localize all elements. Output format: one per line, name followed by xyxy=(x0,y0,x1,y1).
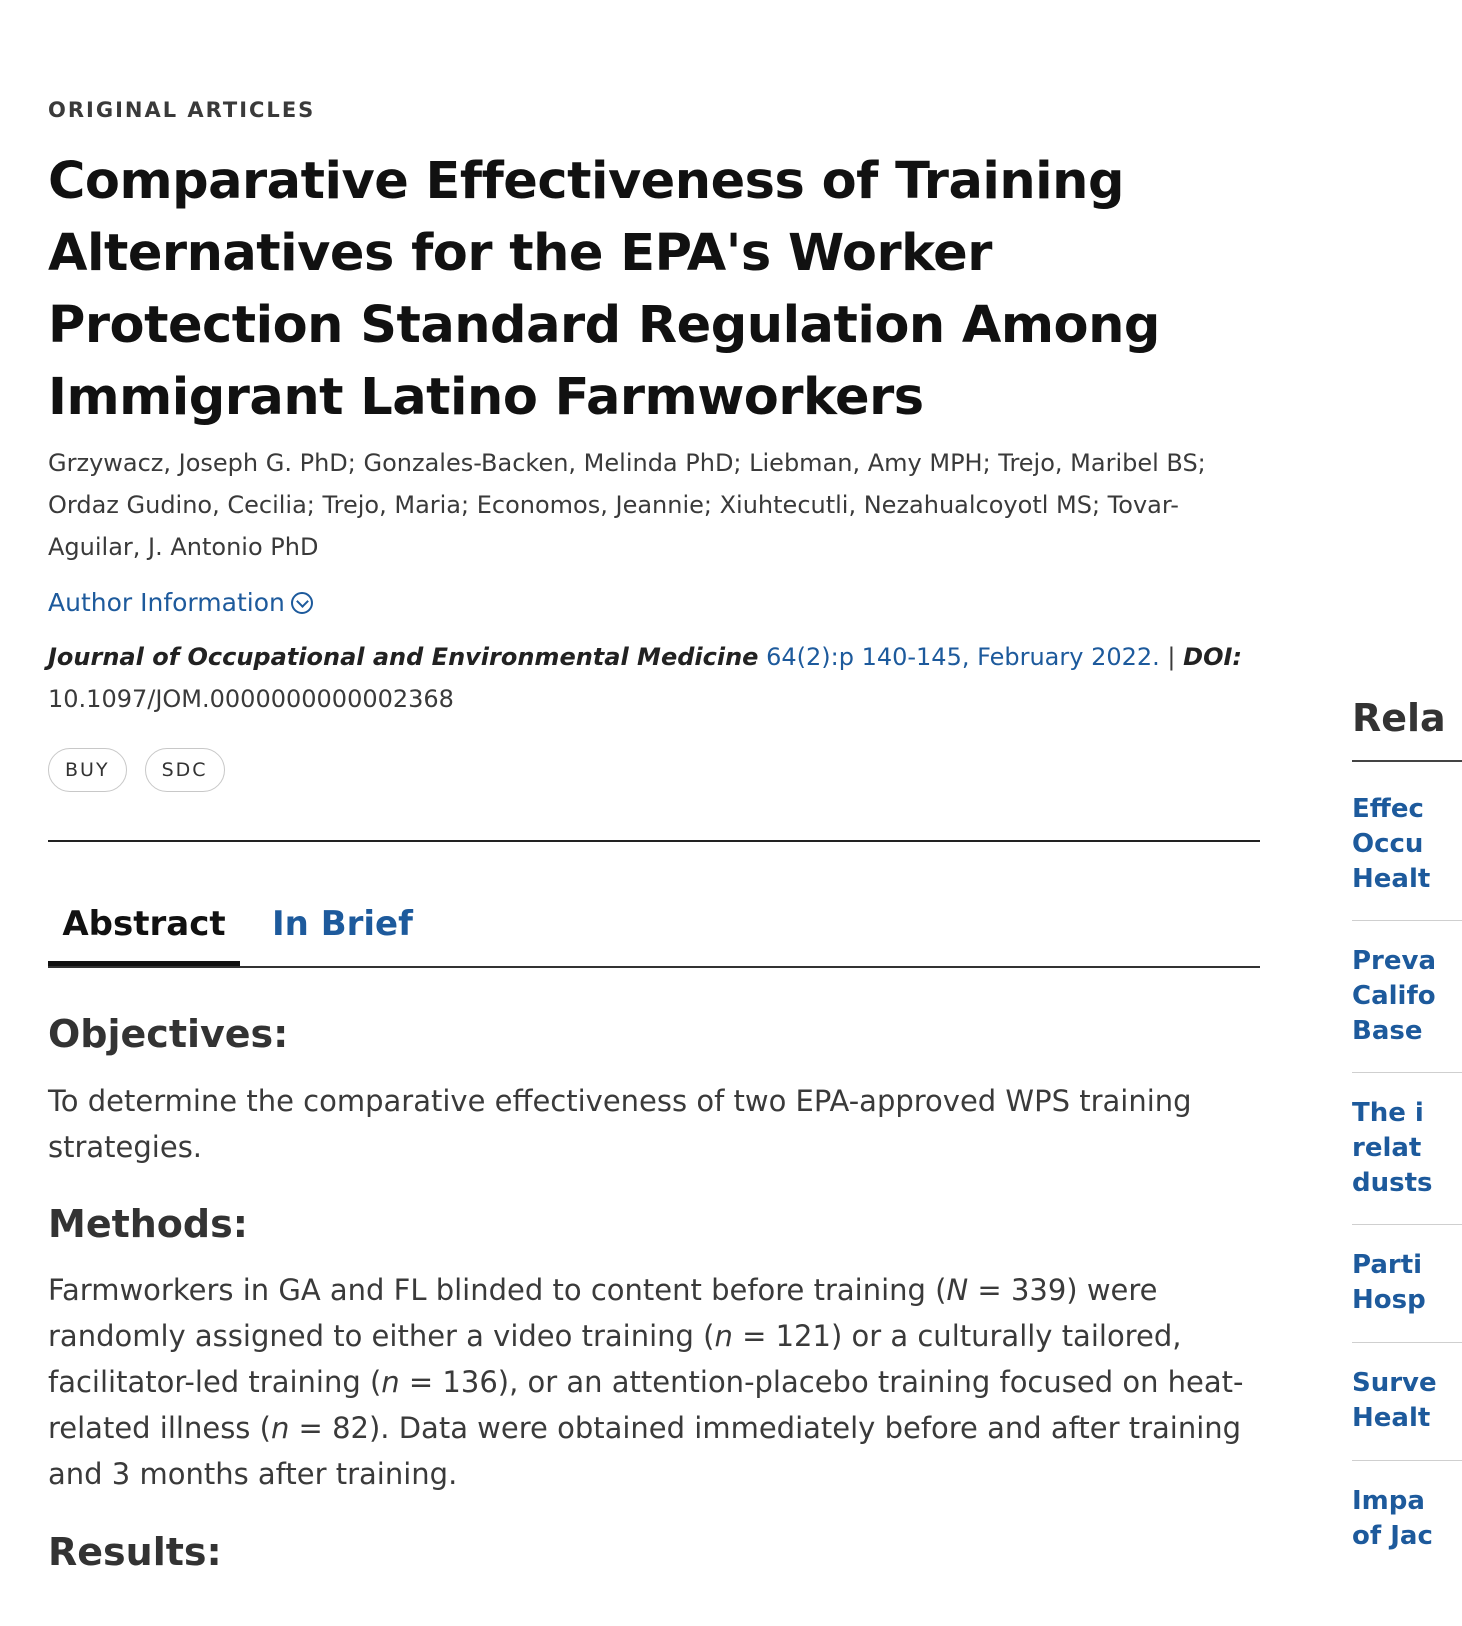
sidebar-divider xyxy=(1352,760,1462,762)
methods-n-symbol: n xyxy=(714,1319,733,1353)
volume-link[interactable]: 64(2):p 140-145, February 2022. xyxy=(766,643,1160,671)
related-article-line[interactable]: Healt xyxy=(1352,864,1431,894)
related-article-line[interactable]: dusts xyxy=(1352,1168,1433,1198)
citation-separator: | xyxy=(1167,643,1176,671)
objectives-text: To determine the comparative effectiveness of two EPA-approved WPS training strategies. xyxy=(48,1084,1192,1164)
objectives-heading: Objectives: xyxy=(48,1012,289,1056)
methods-text xyxy=(48,1267,1260,1497)
article-title: Comparative Effectiveness of Training Alternatives for the EPA's Worker Protection Standard Regulation Among Immigrant Latino Farmworkers xyxy=(48,152,1160,427)
methods-text-part: = 82). Data were obtained immediately before and after training and 3 months after training. xyxy=(48,1411,1242,1491)
related-article-line[interactable]: Base xyxy=(1352,1016,1423,1046)
methods-n-symbol: n xyxy=(381,1365,400,1399)
section-label: ORIGINAL ARTICLES xyxy=(48,98,316,122)
sidebar-separator xyxy=(1352,1072,1462,1073)
related-article-link[interactable] xyxy=(1352,1248,1462,1318)
author-information-label[interactable]: Author Information xyxy=(48,588,285,617)
tab-in-brief[interactable]: In Brief xyxy=(272,904,413,944)
related-article-line[interactable]: Surve xyxy=(1352,1368,1437,1398)
related-article-line[interactable]: Occu xyxy=(1352,829,1424,859)
journal-name: Journal of Occupational and Environmental Medicine xyxy=(48,643,759,671)
buy-button[interactable]: BUY xyxy=(48,748,127,792)
divider xyxy=(48,840,1260,842)
chevron-down-icon[interactable] xyxy=(291,592,313,614)
tab-bar xyxy=(48,890,1260,968)
sdc-button[interactable]: SDC xyxy=(145,748,225,792)
related-article-link[interactable] xyxy=(1352,1366,1462,1436)
related-article-line[interactable]: Effec xyxy=(1352,794,1424,824)
author-information-toggle[interactable] xyxy=(48,588,313,617)
methods-text-part: = 136), or an attention-placebo training focused on heat-related illness ( xyxy=(48,1365,1244,1445)
methods-text-part: Farmworkers in GA and FL blinded to content before training ( xyxy=(48,1273,947,1307)
related-article-line[interactable]: Impa xyxy=(1352,1486,1425,1516)
related-article-line[interactable]: of Jac xyxy=(1352,1521,1433,1551)
related-article-line[interactable]: relat xyxy=(1352,1133,1422,1163)
related-article-line[interactable]: Hosp xyxy=(1352,1285,1426,1315)
related-article-line[interactable]: Preva xyxy=(1352,946,1437,976)
related-article-link[interactable] xyxy=(1352,944,1462,1049)
sidebar-separator xyxy=(1352,1460,1462,1461)
related-heading: Rela xyxy=(1352,696,1446,740)
sidebar-separator xyxy=(1352,920,1462,921)
results-heading: Results: xyxy=(48,1530,222,1574)
related-article-link[interactable] xyxy=(1352,1484,1462,1554)
author-list: Grzywacz, Joseph G. PhD; Gonzales-Backen, Melinda PhD; Liebman, Amy MPH; Trejo, Maribel BS; Ordaz Gudino, Cecilia; Trejo, Maria; Economos, Jeannie; Xiuhtecutli, Nezahualcoyotl MS; Tovar-Aguilar, J. Antonio PhD xyxy=(48,449,1206,561)
citation xyxy=(48,636,1248,720)
methods-n-symbol: n xyxy=(270,1411,290,1445)
related-article-line[interactable]: Parti xyxy=(1352,1250,1423,1280)
action-pills xyxy=(48,748,225,792)
methods-text-part: = 121) or a culturally tailored, facilitator-led training ( xyxy=(48,1319,1182,1399)
methods-text-part: = 339) were randomly assigned to either a video training ( xyxy=(48,1273,1158,1353)
doi-label: DOI: xyxy=(1183,643,1243,671)
related-article-line[interactable]: The i xyxy=(1352,1098,1424,1128)
related-article-line[interactable]: Healt xyxy=(1352,1403,1431,1433)
related-articles-sidebar xyxy=(1352,0,1462,1626)
methods-heading: Methods: xyxy=(48,1202,248,1246)
sidebar-separator xyxy=(1352,1342,1462,1343)
methods-n-symbol: N xyxy=(946,1273,969,1307)
tab-abstract[interactable]: Abstract xyxy=(48,890,240,966)
related-article-line[interactable]: Califo xyxy=(1352,981,1436,1011)
related-article-link[interactable] xyxy=(1352,792,1462,897)
related-article-link[interactable] xyxy=(1352,1096,1462,1201)
sidebar-separator xyxy=(1352,1224,1462,1225)
doi-value: 10.1097/JOM.0000000000002368 xyxy=(48,685,454,713)
